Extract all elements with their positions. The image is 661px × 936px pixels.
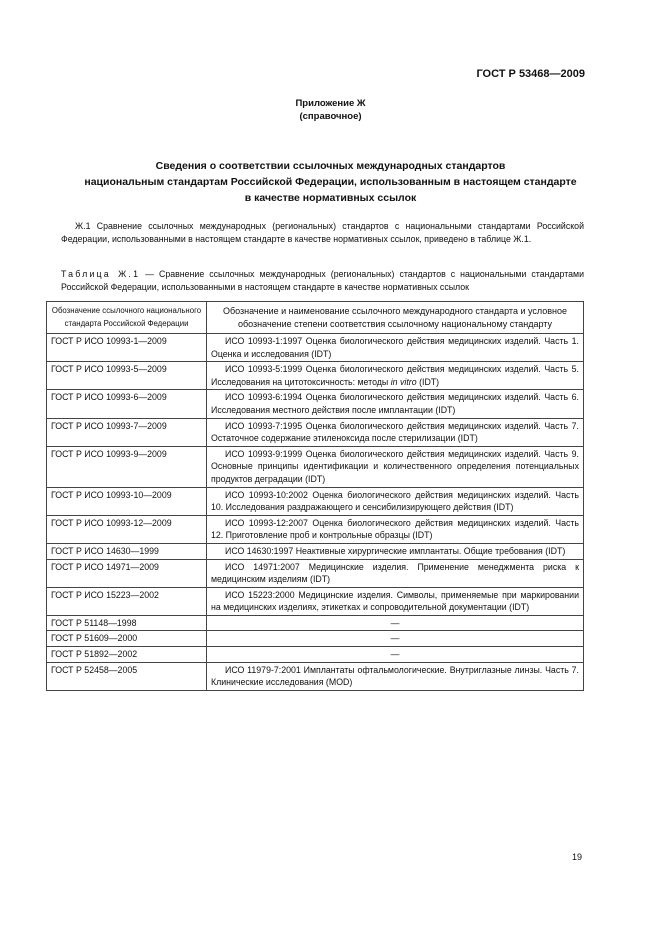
national-standard-cell: ГОСТ Р ИСО 10993-10—2009	[47, 487, 207, 515]
international-standard-cell	[207, 543, 584, 559]
appendix-title	[40, 158, 621, 206]
international-standard-cell	[207, 587, 584, 615]
international-standard-text: ИСО 14630:1997 Неактивные хирургические имплантаты. Общие требования (IDT)	[225, 545, 566, 556]
international-standard-cell	[207, 662, 584, 690]
reference-standards-table	[46, 301, 584, 691]
table-row	[47, 631, 584, 647]
international-standard-text: ИСО 10993-5:1999 Оценка биологического действия медицинских изделий. Часть 5. Исследования на цитотоксичность: методы	[211, 364, 579, 387]
table-row	[47, 615, 584, 631]
international-standard-cell	[207, 446, 584, 487]
international-standard-text: ИСО 10993-12:2007 Оценка биологического действия медицинских изделий. Часть 12. Приготовление проб и контрольные образцы (IDT)	[211, 517, 579, 541]
international-standard-cell	[207, 334, 584, 362]
table-caption-text: — Сравнение ссылочных международных (региональных) стандартов с национальными стандартами Российской Федерации, использованными в настоящем стандарте в качестве нормативных ссылок	[61, 269, 584, 292]
table-row	[47, 543, 584, 559]
national-standard-cell: ГОСТ Р ИСО 10993-5—2009	[47, 362, 207, 390]
appendix-title-line: национальным стандартам Российской Федерации, использованным в настоящем стандарте	[84, 176, 577, 188]
international-standard-text: ИСО 10993-1:1997 Оценка биологического действия медицинских изделий. Часть 1. Оценка и исследования (IDT)	[211, 336, 579, 359]
appendix-title-line: Сведения о соответствии ссылочных международных стандартов	[155, 160, 506, 172]
table-caption-label: Таблица Ж.1	[61, 269, 141, 279]
table-row	[47, 418, 584, 446]
table-row	[47, 559, 584, 587]
international-standard-text-tail: (IDT)	[416, 376, 440, 387]
no-equivalent-dash: —	[390, 649, 400, 660]
table-row	[47, 515, 584, 543]
national-standard-cell: ГОСТ Р ИСО 10993-9—2009	[47, 446, 207, 487]
table-row	[47, 446, 584, 487]
international-standard-cell	[207, 362, 584, 390]
international-standard-text: ИСО 10993-7:1995 Оценка биологического действия медицинских изделий. Часть 7. Остаточное содержание этиленоксида после стерилизации (IDT)	[211, 420, 579, 444]
table-caption	[61, 268, 584, 293]
national-standard-cell: ГОСТ Р 51609—2000	[47, 631, 207, 647]
international-standard-cell	[207, 559, 584, 587]
international-standard-text: ИСО 10993-9:1999 Оценка биологического действия медицинских изделий. Часть 9. Основные принципы идентификации и количественного определения потенциальных продуктов деградации (IDT)	[211, 448, 579, 484]
table-header-row	[47, 302, 584, 334]
international-standard-cell	[207, 418, 584, 446]
national-standard-cell: ГОСТ Р ИСО 10993-6—2009	[47, 390, 207, 418]
international-standard-cell	[207, 647, 584, 663]
paragraph-zh1-text: Ж.1 Сравнение ссылочных международных (региональных) стандартов с национальными стандартами Российской Федерации, использованными в настоящем стандарте в качестве нормативных ссылок, приведено в таблице Ж.1.	[61, 221, 584, 244]
paragraph-zh1	[61, 220, 584, 245]
header-national-standard: Обозначение ссылочного национального стандарта Российской Федерации	[47, 302, 207, 334]
appendix-label: Приложение Ж	[295, 98, 366, 109]
page-number: 19	[571, 852, 582, 862]
table-row	[47, 334, 584, 362]
national-standard-cell: ГОСТ Р 51148—1998	[47, 615, 207, 631]
national-standard-cell: ГОСТ Р ИСО 14971—2009	[47, 559, 207, 587]
national-standard-cell: ГОСТ Р 52458—2005	[47, 662, 207, 690]
appendix-type: (справочное)	[299, 111, 362, 122]
international-standard-text: ИСО 11979-7:2001 Имплантаты офтальмологические. Внутриглазные линзы. Часть 7. Клинические исследования (MOD)	[211, 664, 579, 688]
table-row	[47, 647, 584, 663]
national-standard-cell: ГОСТ Р ИСО 10993-7—2009	[47, 418, 207, 446]
table-row	[47, 662, 584, 690]
table-row	[47, 362, 584, 390]
international-standard-cell	[207, 515, 584, 543]
international-standard-cell	[207, 487, 584, 515]
international-standard-text: ИСО 10993-6:1994 Оценка биологического действия медицинских изделий. Часть 6. Исследования местного действия после имплантации (IDT)	[211, 392, 579, 415]
table-body	[47, 334, 584, 691]
italic-term: in vitro	[390, 376, 417, 387]
international-standard-text: ИСО 14971:2007 Медицинские изделия. Применение менеджмента риска к медицинским изделиям (IDT)	[211, 561, 579, 585]
table-row	[47, 587, 584, 615]
appendix-title-line: в качестве нормативных ссылок	[244, 192, 417, 204]
national-standard-cell: ГОСТ Р ИСО 15223—2002	[47, 587, 207, 615]
national-standard-cell: ГОСТ Р ИСО 14630—1999	[47, 543, 207, 559]
table-row	[47, 487, 584, 515]
table-row	[47, 390, 584, 418]
appendix-heading	[0, 97, 661, 123]
standard-code: ГОСТ Р 53468—2009	[476, 68, 585, 80]
header-international-standard: Обозначение и наименование ссылочного международного стандарта и условное обозначение степени соответствия ссылочному национальному стандарту	[207, 302, 584, 334]
national-standard-cell: ГОСТ Р ИСО 10993-1—2009	[47, 334, 207, 362]
international-standard-text: ИСО 10993-10:2002 Оценка биологического действия медицинских изделий. Часть 10. Исследования раздражающего и сенсибилизирующего действия (IDT)	[211, 489, 579, 513]
national-standard-cell: ГОСТ Р 51892—2002	[47, 647, 207, 663]
no-equivalent-dash: —	[390, 633, 400, 644]
national-standard-cell: ГОСТ Р ИСО 10993-12—2009	[47, 515, 207, 543]
international-standard-cell	[207, 615, 584, 631]
international-standard-cell	[207, 631, 584, 647]
no-equivalent-dash: —	[390, 617, 400, 628]
international-standard-text: ИСО 15223:2000 Медицинские изделия. Символы, применяемые при маркировании на медицинских изделиях, этикетках и сопроводительной документации (IDT)	[211, 589, 579, 613]
international-standard-cell	[207, 390, 584, 418]
